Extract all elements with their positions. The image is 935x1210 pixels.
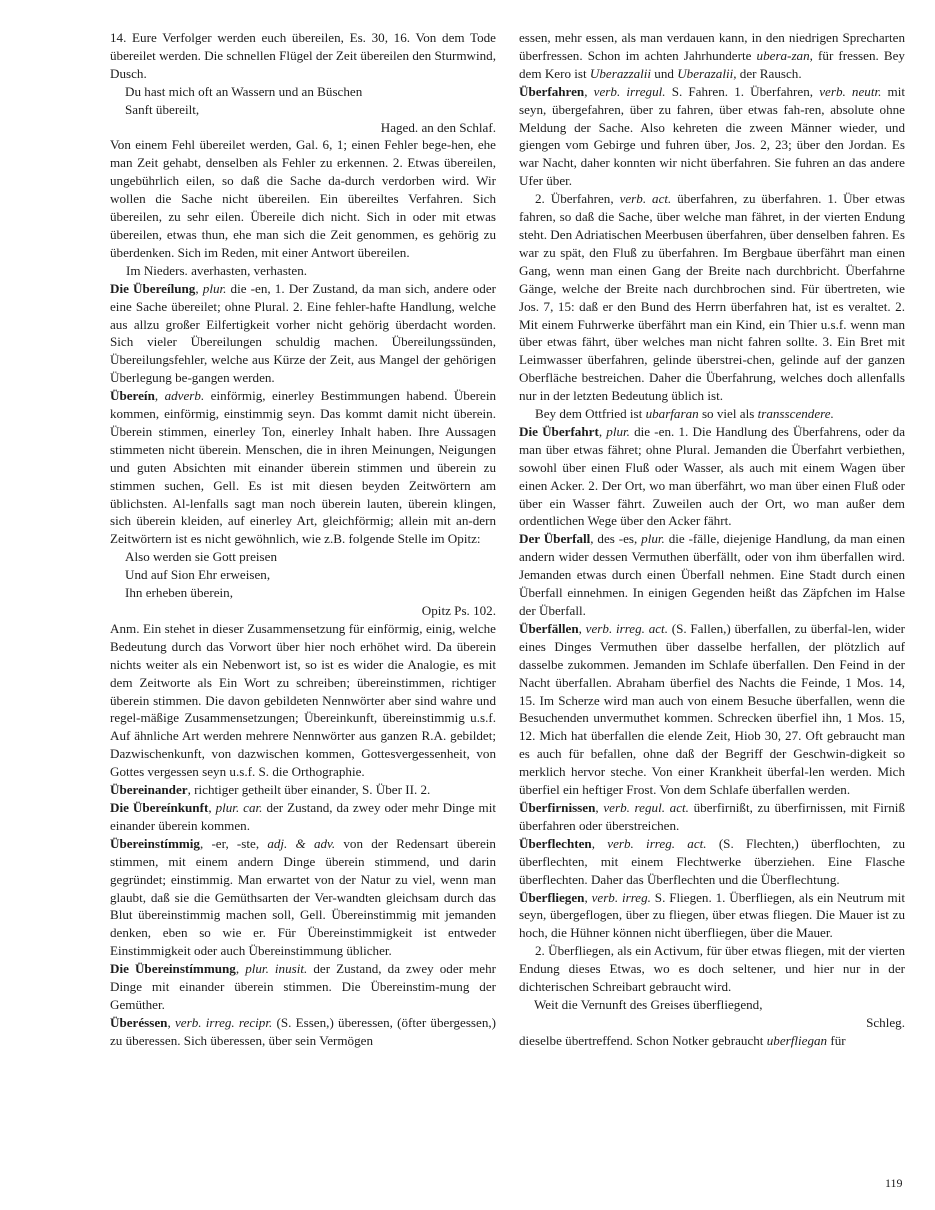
text-run: die -fälle, diejenige Handlung, da man einen andern wider dessen Vermuthen überfällt, oder von ihm überfallen wird. Jemanden etwas durch einen Überfall nehmen. Eine Stadt durch einen Überfall einnehmen. In einigen Gegenden heißt das Zäpfchen im Halse der Überfall. [519, 531, 905, 618]
text-run: (S. Essen,) überessen, (öfter übergessen,) zu überessen. Sich überessen, über sein Vermögen [110, 1014, 497, 1048]
italic-text: verb. regul. act. [603, 799, 689, 815]
text-run: , [235, 961, 246, 977]
text-run: Und auf Sion Ehr erweisen, [125, 567, 271, 583]
left-paragraph [110, 136, 496, 261]
italic-text: plur. [202, 280, 227, 296]
text-run: 2. Überfliegen, als ein Activum, für über etwas fliegen, mit der vierten Endung dieses Etwas, wo es doch seltener, und hier nur in der dichterischen Schreibart gebraucht wird. [519, 943, 905, 995]
left-verse-line [110, 548, 496, 566]
left-paragraph [110, 835, 496, 960]
text-run: Du hast mich oft an Wassern und an Büschen [125, 83, 363, 99]
italic-text: verb. irreg. act. [607, 835, 707, 851]
text-run: Also werden sie Gott preisen [125, 549, 277, 565]
text-run: und [651, 65, 678, 81]
left-verse-line [110, 83, 496, 101]
right-indented-paragraph [519, 190, 905, 405]
text-run: Weit die Vernunft des Greises überfliegend, [534, 996, 763, 1012]
text-run: einförmig, einerley Bestimmungen habend. Überein kommen, einförmig, einstimmig seyn. Das kommt damit nicht überein. Überein stimmen, einerley Ton, einerley Inhalt haben. Ihre Aussagen stimmeten nicht überein. Menschen, die in ihren Meinungen, Neigungen und guten Absichten mit einander überein stimmen und überein zu stimmen suchen, Gell. Es ist mit diesen beyden Zeitwörtern am üblichsten. Al-lenfalls sagt man noch überein lauten, überein klingen, sich überein kleiden, auf einerley Art, gleichförmig; allein mit an-dern Zeitwörtern ist es nicht gewöhnlich, wie z.B. folgende Stelle im Opitz: [110, 388, 497, 547]
right-indented-paragraph [519, 942, 905, 996]
text-run: Im Nieders. averhasten, verhasten. [126, 262, 308, 278]
text-run: Bey dem Ottfried ist [535, 406, 646, 422]
right-paragraph [519, 83, 905, 190]
entry-headword: Die Überfahrt [519, 423, 599, 439]
text-run: für [827, 1032, 846, 1048]
text-run: , richtiger getheilt über einander, S. Über II. 2. [187, 782, 431, 798]
left-citation-source [110, 602, 496, 620]
left-verse-line [110, 584, 496, 602]
entry-headword: Übereín [110, 388, 155, 404]
left-verse-line [110, 101, 496, 119]
text-run: überfahren, zu überfahren. 1. Über etwas fahren, so daß die Sache, über welche man fähret, in der vierten Endung steht. Den Adriatischen Meerbusen überfahren, über denselben fahren. Es war zu spät, den Fluß zu überfahren. Im Bergbaue überfährt man einen Gang, wenn man einen Gang der Breite nach durchbricht. Überfahrne Gänge, welche der Breite nach durchbrochen sind. Für übertreten, wie Jos. 7, 15: daß er den Bund des Herrn überfahren hat, ist es veraltet. 2. Mit einem Fuhrwerke überfährt man ein Kind, ein Thier u.s.f. wenn man über etwas fährt, über welches man nicht fahren sollte. 3. Ein Bret mit Leimwasser überfahren, gelinde überstrei-chen, gelinde auf der ganzen Oberfläche bestreichen. Daher die Überfahrung, welches doch allenfalls nur in der letzten Bedeutung üblich ist. [519, 191, 905, 404]
left-column [110, 29, 496, 1050]
italic-text: plur. car. [215, 799, 263, 815]
text-run: essen, mehr essen, als man verdauen kann, in den niedrigen Sprecharten überfressen. Schon im achten Jahrhunderte [519, 30, 905, 63]
entry-headword: Die Übereílung [110, 280, 196, 296]
text-run: , [195, 280, 203, 296]
left-indented-paragraph [110, 262, 496, 280]
text-run: , [578, 620, 586, 636]
text-run: mit seyn, übergefahren, über zu fahren, über etwas fah-ren, absolute ohne Meldung der Sache. Also kehreten die zween Männer wieder, und giengen vom Gebirge und fuhren über, Jos. 2, 23; über den Jordan. Es war Nacht, daher konnten wir nicht überfahren. Sie fuhren an das andere Ufer über. [519, 83, 906, 189]
right-paragraph [519, 620, 905, 799]
right-paragraph [519, 29, 905, 83]
text-run: Von einem Fehl übereilet werden, Gal. 6, 1; einen Fehler bege-hen, ehe man Zeit gehabt, denselben als Fehler zu erkennen. 2. Etwas übereilen, ungebührlich eilen, so daß die Sache da-durch verdorben wird. Wir wollen die Sache nicht übereilen. Ein übereiltes Verfahren. Sich übereilen, zu sehr eilen. Übereile dich nicht. Sich in oder mit etwas übereilen, etwas thun, ehe man sich die Zeit genommen, es gehörig zu überdenken. Sich im Reden, mit einer Antwort übereilen. [110, 137, 496, 260]
italic-text: verb. irreg. [591, 889, 651, 905]
text-run: , [154, 388, 165, 404]
italic-text: verb. irreg. recipr. [174, 1014, 273, 1030]
text-run: die -en, 1. Der Zustand, da man sich, andere oder eine Sache übereilet; ohne Plural. 2. Eine fehler-hafte Handlung, welche aus allzu großer Eilfertigkeit vorher nicht gehörig überdacht worden. Sich vieler Übereilungen schuldig machen. Übereilungssünden, Übereilungsfehler, welche aus Kürze der Zeit, aus Mangel der gehörigen Überlegung be-gangen werden. [110, 280, 496, 386]
left-paragraph [110, 960, 496, 1014]
text-run: (S. Flechten,) überflochten, zu überflechten, mit einem Flechtwerke überziehen. Eine Flasche überflechten. Daher das Überflechten und die Überflechtung. [519, 835, 906, 887]
text-run: der Zustand, da zwey oder mehr Dinge mit einander überein kommen. [110, 799, 497, 833]
right-paragraph [519, 835, 905, 889]
italic-text: Uberazzalii [589, 65, 652, 81]
left-paragraph [110, 29, 496, 83]
right-paragraph [519, 423, 905, 530]
italic-text: Uberazalii, [677, 65, 737, 81]
italic-text: verb. act. [619, 191, 672, 207]
text-run: Haged. an den Schlaf. [380, 119, 496, 135]
right-paragraph [519, 530, 905, 620]
italic-text: adverb. [164, 388, 205, 404]
entry-headword: Überfliegen [519, 889, 585, 905]
italic-text: uberfliegan [766, 1032, 828, 1048]
entry-headword: Überflechten [519, 835, 592, 851]
right-citation-source [519, 1014, 905, 1032]
italic-text: transscendere. [757, 406, 834, 422]
right-paragraph [519, 889, 905, 943]
entry-headword: Übereinstímmig [110, 835, 200, 851]
text-run: (S. Fallen,) überfallen, zu überfal-len, wider eines Dinges Vermuthen über dasselbe herfallen, der plötzlich auf dasselbe zukommen. Jemanden im Schlafe überfallen. Den Feind in der Nacht überfallen. Abraham überfiel des Nachts die Feinde, 1 Mos. 14, 15. Im Scherze wird man auch von einem Besuche überfallen, wenn die Besuchenden unvermuthet kommen. Schrecken überfiel ihn, 1 Mos. 15, 12. Mich hat überfallen die elende Zeit, Hiob 30, 27. Oft gebraucht man es auch für befallen, ohne daß der Begriff der Geschwin-digkeit so merklich hervor steche. Von einer Krankheit überfal-len werden. Mich überfiel ein heftiger Frost. Von dem Schlafe überfallen werden. [519, 620, 905, 798]
right-column [519, 29, 905, 1050]
left-paragraph [110, 280, 496, 387]
text-run: , [595, 799, 604, 815]
italic-text: verb. neutr. [819, 83, 882, 99]
left-citation-source [110, 119, 496, 137]
text-run: dieselbe übertreffend. Schon Notker gebraucht [519, 1032, 767, 1048]
italic-text: plur. inusit. [245, 961, 308, 977]
text-run: 14. Eure Verfolger werden euch übereilen, Es. 30, 16. Von dem Tode übereilet werden. Die schnellen Flügel der Zeit übereilen den Sturmwind, Dusch. [110, 30, 496, 81]
italic-text: adj. & adv. [267, 835, 336, 851]
left-paragraph [110, 620, 496, 781]
text-run: , [208, 799, 216, 815]
left-paragraph [110, 799, 496, 835]
text-run: Opitz Ps. 102. [421, 603, 496, 618]
text-run: der Zustand, da zwey oder mehr Dinge mit einander überein stimmen. Die Übereinstim-mung der Gemüther. [110, 961, 496, 1012]
left-verse-line [110, 566, 496, 584]
text-run: , -er, -ste, [199, 835, 268, 851]
right-verse-line [519, 996, 905, 1014]
left-paragraph [110, 781, 496, 799]
entry-headword: Übereinander [110, 782, 188, 798]
text-run: Ihn erheben überein, [125, 585, 233, 601]
text-run: Sanft übereilt, [125, 101, 200, 117]
text-run: so viel als [698, 406, 758, 422]
right-paragraph [519, 1032, 905, 1050]
text-run: , [584, 83, 594, 99]
left-paragraph [110, 1014, 496, 1050]
text-run: , [598, 423, 607, 439]
entry-headword: Überfirnissen [519, 799, 596, 815]
text-run: überfirnißt, zu überfirnissen, mit Firniß überfahren oder überstreichen. [519, 799, 905, 833]
entry-headword: Überéssen [110, 1014, 168, 1030]
text-run: für fressen. Bey dem Kero ist [519, 47, 905, 81]
entry-headword: Überfällen [519, 620, 579, 636]
text-run: 2. Überfahren, [535, 191, 620, 207]
text-run: S. Fliegen. 1. Überfliegen, als ein Neutrum mit seyn, übergeflogen, über zu fliegen, über etwas fliegen. Die Mauer ist zu hoch, die Hühner können nicht überfliegen, über die Mauer. [519, 889, 905, 941]
text-run: , [584, 889, 592, 905]
page-number: 119 [885, 1176, 903, 1190]
italic-text: ubarfaran [645, 406, 699, 422]
entry-headword: Die Übereinstímmung [110, 961, 236, 977]
text-run: Schleg. [866, 1014, 905, 1030]
italic-text: ubera-zan, [756, 47, 813, 63]
entry-headword: Die Übereínkunft [110, 799, 209, 815]
left-paragraph [110, 387, 496, 548]
entry-headword: Überfahren [519, 83, 585, 99]
right-paragraph [519, 799, 905, 835]
italic-text: verb. irregul. [593, 83, 666, 99]
text-run: die -en. 1. Die Handlung des Überfahrens, oder da man über etwas fähret; ohne Plural. Jemanden die Überfahrt verbiethen, sowohl über einen Fluß oder Wasser, als auch mit einem Wagen über einen Acker. 2. Der Ort, wo man überfährt, wo man über einen Fluß oder über ein Wasser fährt. Zuweilen auch der Ort, wo man außer dem ordentlichen Wege über den Acker fährt. [519, 423, 906, 529]
text-run: S. Fahren. 1. Überfahren, [665, 83, 820, 99]
text-run: der Rausch. [736, 65, 802, 81]
text-run: , [591, 835, 608, 851]
text-run: von der Redensart überein stimmen, mit einem andern Dinge überein stimmend, und darin gegründet; einstimmig. Man erwartet von der Natur zu viel, wenn man glaubt, daß sie die Gemüthsarten der Ver-wandten gleichsam durch das Blut übereinstimmig machen soll, Gell. Übereinstimmig mit jemanden denken, eben so wie er. Für Übereinstimmigkeit ist entweder Einstimmigkeit oder auch Übereinstimmung üblicher. [110, 835, 496, 959]
italic-text: verb. irreg. act. [585, 620, 668, 636]
text-run: , des -es, [590, 531, 642, 547]
text-run: Anm. Ein stehet in dieser Zusammensetzung für einförmig, einig, welche Bedeutung durch das Vorwort über hier noch erhöhet wird. Da überein nichts weiter als ein Nebenwort ist, so ist es wider die Analogie, es mit dem Zeitworte als Ein Wort zu schreiben; übereinstimmen, richtiger überein stimmen. Die davon gebildeten Nennwörter aber sind wahre und regel-mäßige Zusammensetzungen; Übereinkunft, übereinstimmig u.s.f. Auf ähnliche Art werden mehrere Nennwörter aus ganzen R.A. gebildet; Dazwischenkunft, von dazwischen kommen, Gottesvergessenheit, von Gottes vergessen seyn u.s.f. S. die Orthographie. [110, 620, 496, 780]
entry-headword: Der Überfall [519, 531, 591, 547]
right-indented-paragraph [519, 405, 905, 423]
italic-text: plur. [641, 531, 665, 547]
italic-text: plur. [606, 423, 630, 439]
text-run: , [167, 1014, 175, 1030]
